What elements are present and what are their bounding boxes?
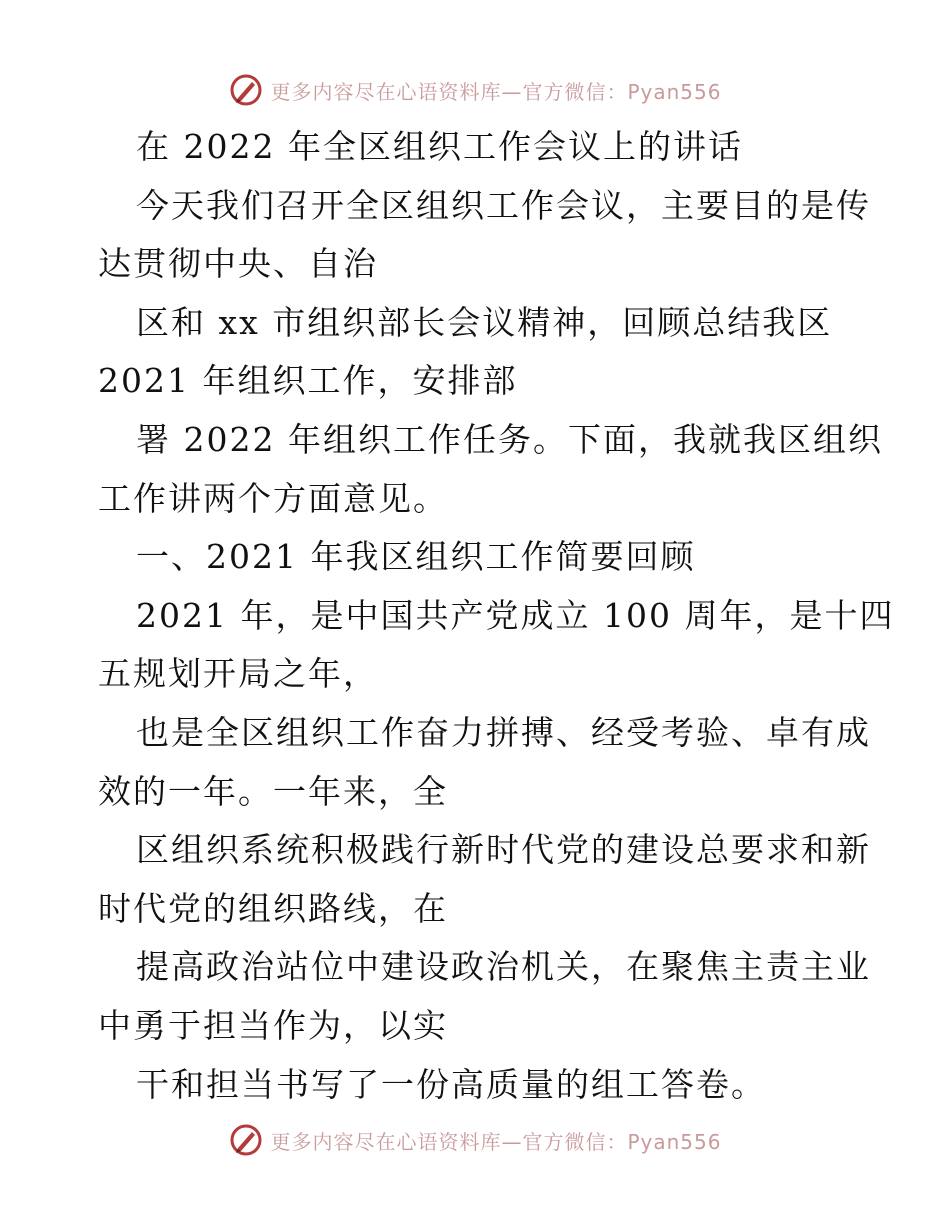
document-body [98,118,895,1114]
section-heading: 一、2021 年我区组织工作简要回顾 [136,537,696,577]
text-line: 中勇于担当作为，以实 [98,1005,448,1045]
text-line: 2021 年，是中国共产党成立 100 周年，是十四 [136,595,895,635]
header-watermark [0,70,950,110]
text-line: 时代党的组织路线，在 [98,888,448,928]
text-line: 干和担当书写了一份高质量的组工答卷。 [136,1064,766,1104]
document-title: 在 2022 年全区组织工作会议上的讲话 [136,127,743,166]
text-line: 达贯彻中央、自治 [98,244,378,284]
watermark-text: 更多内容尽在心语资料库—官方微信：Pyan556 [270,79,722,104]
text-line: 提高政治站位中建设政治机关，在聚焦主责主业 [136,947,871,987]
text-line: 区组织系统积极践行新时代党的建设总要求和新 [136,830,871,870]
text-line: 效的一年。一年来，全 [98,771,448,811]
text-line: 署 2022 年组织工作任务。下面，我就我区组织 [136,419,883,459]
text-line: 2021 年组织工作，安排部 [98,361,518,401]
text-line: 五规划开局之年， [98,654,378,694]
watermark-text: 更多内容尽在心语资料库—官方微信：Pyan556 [270,1129,722,1154]
pen-logo-icon [228,72,264,108]
text-line: 今天我们召开全区组织工作会议，主要目的是传 [136,185,871,225]
text-line: 区和 xx 市组织部长会议精神，回顾总结我区 [136,302,833,342]
text-line: 也是全区组织工作奋力拼搏、经受考验、卓有成 [136,712,871,752]
text-line: 工作讲两个方面意见。 [98,478,448,518]
pen-logo-icon [228,1122,264,1158]
footer-watermark [0,1120,950,1160]
